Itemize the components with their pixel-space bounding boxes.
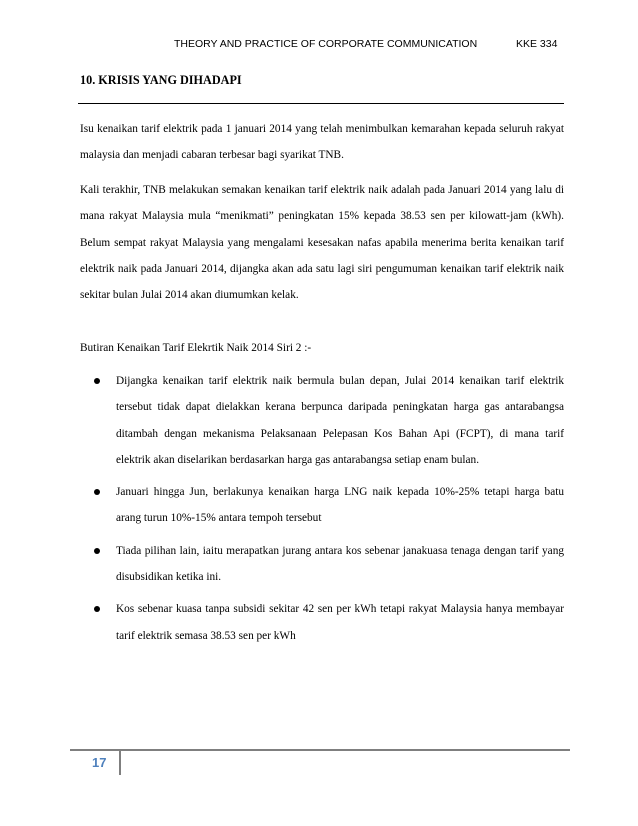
bullet-dot-icon — [94, 548, 100, 554]
list-item-text: Kos sebenar kuasa tanpa subsidi sekitar 42 sen per kWh tetapi rakyat Malaysia hanya membayar tarif elektrik semasa 38.53 sen per kWh — [116, 603, 564, 642]
list-item — [80, 368, 564, 473]
bullet-list — [80, 368, 564, 649]
list-item — [80, 479, 564, 532]
bullet-dot-icon — [94, 489, 100, 495]
bullet-dot-icon — [94, 606, 100, 612]
section-heading: 10. KRISIS YANG DIHADAPI — [80, 73, 242, 87]
list-item-text: Tiada pilihan lain, iaitu merapatkan jurang antara kos sebenar janakuasa tenaga dengan tarif yang disubsidikan ketika ini. — [116, 544, 564, 584]
page-number: 17 — [92, 755, 107, 770]
course-code: KKE 334 — [516, 38, 558, 50]
list-item-text: Dijangka kenaikan tarif elektrik naik bermula bulan depan, Julai 2014 kenaikan tarif elektrik tersebut tidak dapat dielakkan kerana berpunca daripada peningkatan harga gas antarabangsa ditambah dengan mekanisma Pelaksanaan Pelepasan Kos Bahan Api (FCPT), di mana tarif elektrik akan diselarikan berdasarkan harga gas antarabangsa setiap enam bulan. — [116, 375, 564, 466]
list-item — [80, 538, 564, 591]
list-item — [80, 596, 564, 649]
heading-underline — [78, 103, 564, 104]
page-header — [0, 38, 638, 54]
footer-divider — [119, 751, 121, 775]
paragraph-intro: Isu kenaikan tarif elektrik pada 1 januari 2014 yang telah menimbulkan kemarahan kepada seluruh rakyat malaysia dan menjadi cabaran terbesar bagi syarikat TNB. — [80, 123, 564, 162]
paragraph-details-lead: Butiran Kenaikan Tarif Elekrtik Naik 2014 Siri 2 :- — [80, 342, 312, 354]
bullet-dot-icon — [94, 378, 100, 384]
course-title: THEORY AND PRACTICE OF CORPORATE COMMUNICATION — [174, 38, 478, 50]
paragraph-background: Kali terakhir, TNB melakukan semakan kenaikan tarif elektrik naik adalah pada Januari 2014 yang lalu di mana rakyat Malaysia mula “menikmati” peningkatan 15% kepada 38.53 sen per kilowatt-jam (kWh). Belum sempat rakyat Malaysia yang mengalami kesesakan nafas apabila menerima berita kenaikan tarif elektrik naik pada Januari 2014, dijangka akan ada satu lagi siri pengumuman kenaikan tarif elektrik naik sekitar bulan Julai 2014 akan diumumkan kelak. — [80, 184, 564, 302]
footer-rule — [70, 749, 570, 751]
list-item-text: Januari hingga Jun, berlakunya kenaikan harga LNG naik kepada 10%-25% tetapi harga batu arang turun 10%-15% antara tempoh tersebut — [116, 486, 564, 525]
